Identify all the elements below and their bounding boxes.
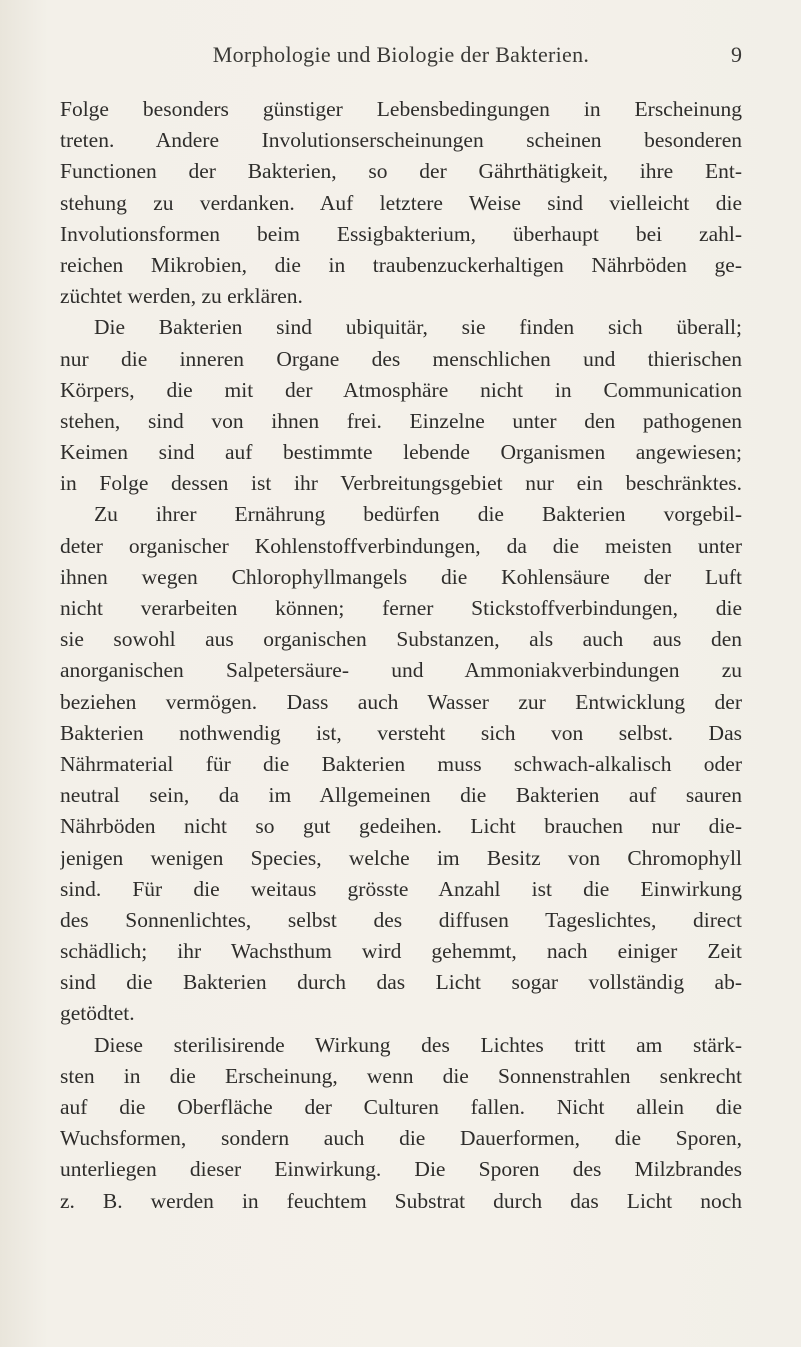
- text-line: nicht verarbeiten können; ferner Stickstoffverbindungen, die: [60, 596, 742, 620]
- text-line: Zu ihrer Ernährung bedürfen die Bakterien vorgebil-: [94, 502, 742, 527]
- text-line: Bakterien nothwendig ist, versteht sich von selbst. Das: [60, 720, 742, 745]
- paragraph-1: [60, 94, 742, 312]
- text-line: deter organischer Kohlenstoffverbindungen, da die meisten unter: [60, 533, 742, 558]
- text-line: stehung zu verdanken. Auf letztere Weise sind vielleicht die: [60, 190, 742, 215]
- running-header: [60, 42, 742, 78]
- text-line: Nährmaterial für die Bakterien muss schwach-alkalisch oder: [60, 751, 742, 776]
- text-line: in Folge dessen ist ihr Verbreitungsgebiet nur ein beschränktes.: [60, 471, 742, 496]
- text-line: Wuchsformen, sondern auch die Dauerformen, die Sporen,: [60, 1126, 742, 1151]
- text-line: unterliegen dieser Einwirkung. Die Sporen des Milzbrandes: [60, 1157, 742, 1182]
- text-line: des Sonnenlichtes, selbst des diffusen Tageslichtes, direct: [60, 907, 742, 932]
- paragraph-4: [60, 1030, 742, 1217]
- text-line: Folge besonders günstiger Lebensbedingungen in Erscheinung: [60, 97, 742, 121]
- body-text: [60, 94, 742, 1217]
- text-line: beziehen vermögen. Dass auch Wasser zur Entwicklung der: [60, 689, 742, 714]
- text-line: getödtet.: [60, 1001, 135, 1026]
- text-line: sind. Für die weitaus grösste Anzahl ist die Einwirkung: [60, 876, 742, 901]
- text-line: neutral sein, da im Allgemeinen die Bakterien auf sauren: [60, 783, 742, 808]
- text-line: Functionen der Bakterien, so der Gährthätigkeit, ihre Ent-: [60, 159, 742, 184]
- text-line: auf die Oberfläche der Culturen fallen. Nicht allein die: [60, 1095, 742, 1119]
- text-line: Keimen sind auf bestimmte lebende Organismen angewiesen;: [60, 440, 742, 465]
- text-line: Involutionsformen beim Essigbakterium, überhaupt bei zahl-: [60, 221, 742, 246]
- paragraph-3: [60, 499, 742, 1029]
- text-line: jenigen wenigen Species, welche im Besitz von Chromophyll: [60, 845, 742, 870]
- paragraph-2: [60, 312, 742, 499]
- page-number: 9: [731, 42, 742, 67]
- text-line: Nährböden nicht so gut gedeihen. Licht brauchen nur die-: [60, 814, 742, 839]
- text-line: sten in die Erscheinung, wenn die Sonnenstrahlen senkrecht: [60, 1063, 742, 1088]
- text-line: ihnen wegen Chlorophyllmangels die Kohlensäure der Luft: [60, 564, 742, 589]
- text-line: treten. Andere Involutionserscheinungen scheinen besonderen: [60, 128, 742, 153]
- text-line: Körpers, die mit der Atmosphäre nicht in Communication: [60, 377, 742, 402]
- text-line: reichen Mikrobien, die in traubenzuckerhaltigen Nährböden ge-: [60, 252, 742, 277]
- text-line: stehen, sind von ihnen frei. Einzelne unter den pathogenen: [60, 408, 742, 433]
- text-line: züchtet werden, zu erklären.: [60, 284, 303, 309]
- text-line: Die Bakterien sind ubiquitär, sie finden sich überall;: [94, 315, 742, 340]
- text-line: sind die Bakterien durch das Licht sogar vollständig ab-: [60, 970, 742, 995]
- text-line: nur die inneren Organe des menschlichen und thierischen: [60, 346, 742, 371]
- text-line: Diese sterilisirende Wirkung des Lichtes tritt am stärk-: [94, 1032, 742, 1057]
- text-line: schädlich; ihr Wachsthum wird gehemmt, nach einiger Zeit: [60, 939, 742, 964]
- text-line: sie sowohl aus organischen Substanzen, als auch aus den: [60, 627, 742, 652]
- text-line: anorganischen Salpetersäure- und Ammoniakverbindungen zu: [60, 658, 742, 683]
- header-title: Morphologie und Biologie der Bakterien.: [212, 42, 590, 67]
- text-line: z. B. werden in feuchtem Substrat durch das Licht noch: [60, 1188, 742, 1213]
